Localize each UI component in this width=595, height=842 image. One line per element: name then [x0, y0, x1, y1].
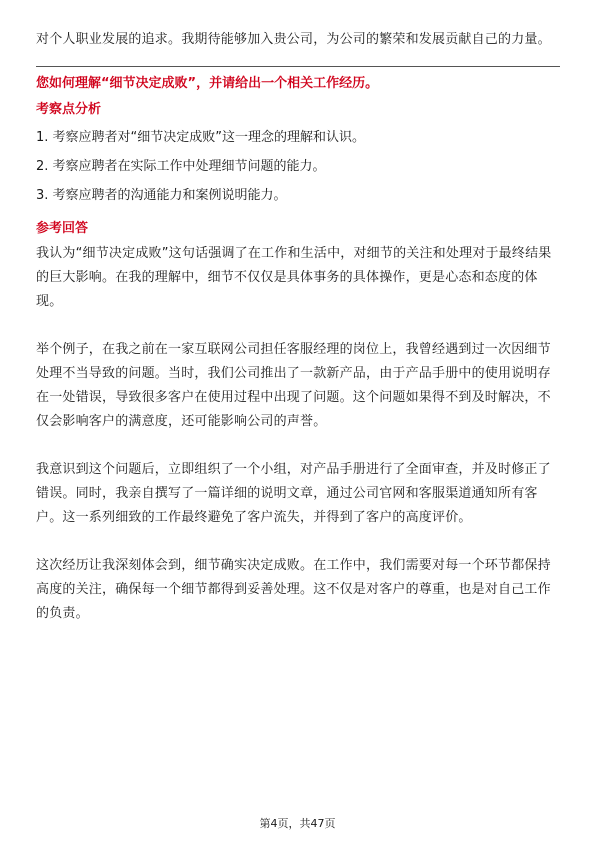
list-item: 3. 考察应聘者的沟通能力和案例说明能力。 — [36, 188, 287, 203]
analysis-title: 考察点分析 — [36, 102, 102, 117]
section-divider — [36, 66, 560, 67]
answer-paragraph: 我意识到这个问题后，立即组织了一个小组，对产品手册进行了全面审查，并及时修正了错误。同时，我亲自撰写了一篇详细的说明文章，通过公司官网和客服渠道通知所有客户。这一系列细致的工作最终避免了客户流失，并得到了客户的高度评价。 — [36, 462, 551, 525]
answer-paragraph: 我认为“细节决定成败”这句话强调了在工作和生活中，对细节的关注和处理对于最终结果的巨大影响。在我的理解中，细节不仅仅是具体事务的具体操作，更是心态和态度的体现。 — [36, 246, 552, 309]
list-item: 2. 考察应聘者在实际工作中处理细节问题的能力。 — [36, 159, 326, 174]
question-heading: 您如何理解“细节决定成败”，并请给出一个相关工作经历。 — [36, 76, 379, 91]
answer-paragraph: 举个例子，在我之前在一家互联网公司担任客服经理的岗位上，我曾经遇到过一次因细节处理不当导致的问题。当时，我们公司推出了一款新产品，由于产品手册中的使用说明存在一处错误，导致很多客户在使用过程中出现了问题。这个问题如果得不到及时解决，不仅会影响客户的满意度，还可能影响公司的声誉。 — [36, 342, 551, 429]
list-item: 1. 考察应聘者对“细节决定成败”这一理念的理解和认识。 — [36, 130, 366, 145]
document-page — [36, 28, 560, 626]
intro-paragraph: 对个人职业发展的追求。我期待能够加入贵公司，为公司的繁荣和发展贡献自己的力量。 — [36, 32, 551, 47]
page-number: 第4页，共47页 — [259, 817, 336, 830]
answer-title: 参考回答 — [36, 221, 89, 236]
analysis-list — [36, 123, 560, 210]
answer-paragraph: 这次经历让我深刻体会到，细节确实决定成败。在工作中，我们需要对每一个环节都保持高度的关注，确保每一个细节都得到妥善处理。这不仅是对客户的尊重，也是对自己工作的负责。 — [36, 558, 551, 621]
